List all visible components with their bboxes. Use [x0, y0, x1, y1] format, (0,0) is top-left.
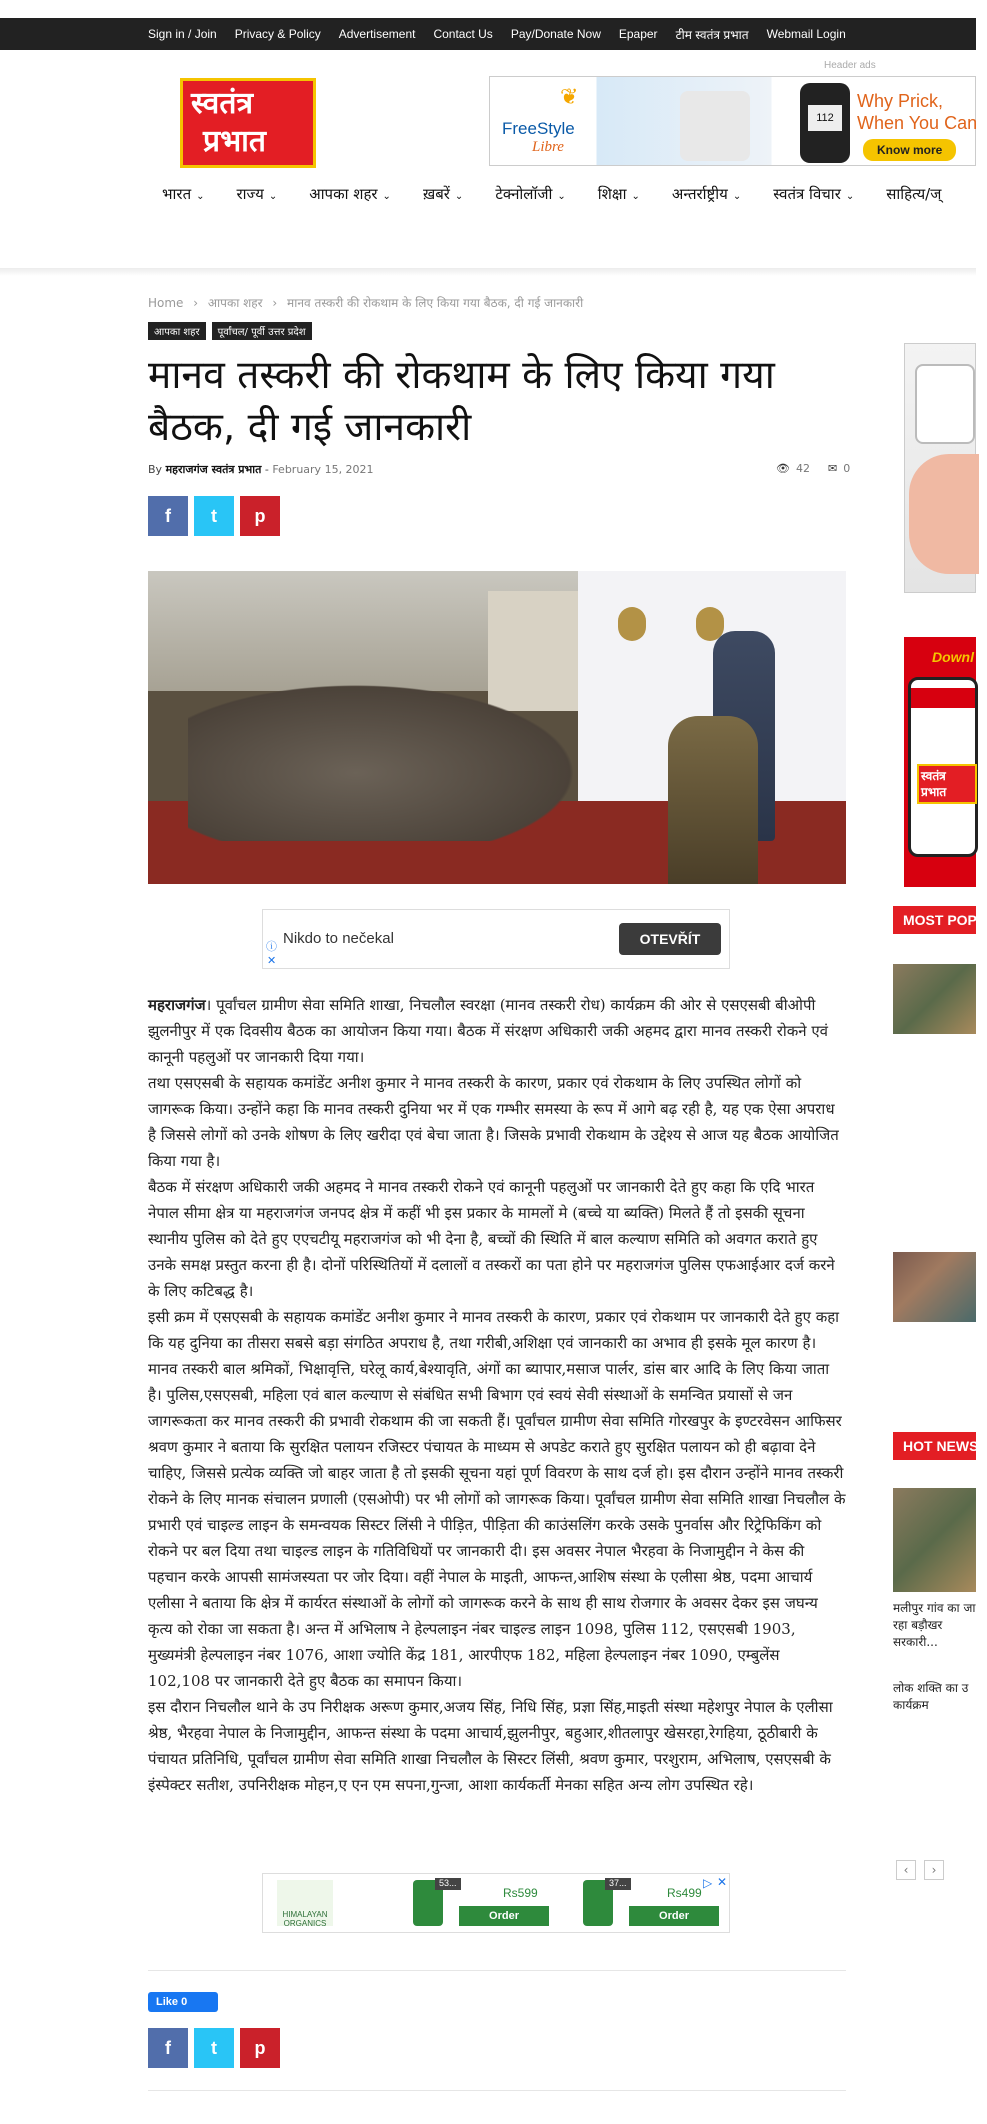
header-ads-label: Header ads — [824, 60, 876, 71]
nav-item-sahitya[interactable] — [886, 184, 941, 204]
breadcrumb-separator: › — [272, 296, 278, 310]
logo-line-1: स्वतंत्र — [191, 86, 254, 121]
breadcrumb-section[interactable]: आपका शहर — [207, 296, 263, 310]
nav-item-rajya[interactable] — [237, 184, 278, 204]
nav-label: टेक्नोलॉजी — [495, 185, 553, 203]
facebook-share-button[interactable]: f — [148, 2028, 188, 2068]
article-paragraph: इसी क्रम में एसएसबी के सहायक कमांडेंट अनीश कुमार ने मानव तस्करी के कारण, प्रकार एवं रोकथाम पर जानकारी देते हुए कहा कि यह दुनिया का तीसरा सबसे बड़ा संगठित अपराध है, तथा गरीबी,अशिक्षा एवं जानकारी का अभाव ही इसके मूल कारण है। मानव तस्करी बाल श्रमिकों, भिक्षावृत्ति, घरेलू कार्य,बेश्यावृति, अंगों का ब्यापार,मसाज पार्लर, डांस बार आदि के लिए किया जाता है। पुलिस,एसएसबी, महिला एवं बाल कल्याण से संबंधित सभी बिभाग एवं स्वयं सेवी संस्थाओं के समन्वित प्रयासों से जन जागरूकता कर मानव तस्करी की प्रभावी रोकथाम की जा सकती हैं। पूर्वांचल ग्रामीण सेवा समिति गोरखपुर के इण्टरवेसन आफिसर श्रवण कुमार ने बताया कि सुरक्षित पलायन रजिस्टर पंचायत के माध्यम से अपडेट कराते हुए सुरक्षित पलायन को ही बढ़ावा देने चाहिए, जिससे प्रत्येक व्यक्ति जो बाहर जाता है तो इसकी सूचना यहां पूर्ण विवरण के साथ दर्ज हो। इस दौरान उन्होंने मानव तस्करी रोकने के लिए मानक संचालन प्रणाली (एसओपी) पर भी लोगों को जागरूक किया। पूर्वांचल ग्रामीण सेवा समिति शाखा निचलौल के प्रभारी एवं चाइल्ड लाइन के समन्वयक सिस्टर लिंसी ने पीड़ित, पीड़िता की काउंसलिंग करके उसके पुनर्वास और रिट्रेफिकिंग को रोकने पर बल दिया तथा चाइल्ड लाइन के गतिविधियों पर जानकारी दी। इस अवसर नेपाल भैरहवा के निजामुद्दीन ने केस की पहचान करके आपसी सामंजस्यता पर जोर दिया। वहीं नेपाल के माइती, आफन्त,आशिष संस्था के एलीसा श्रेष्ठ, पदमा आचार्य एलीसा ने बताया कि क्षेत्र में कार्यरत संस्थाओं के लोगों को जागरूक करने के साथ ही साथ रोजगार के अवसर देकर इस जघन्य कृत्य को रोका जा सकता है। अन्त में अभिलाष ने हेल्पलाइन नंबर चाइल्ड लाइन 1098, पुलिस 112, एसएसबी 1903, मुख्यमंत्री हेल्पलाइन नंबर 1076, आशा ज्योति केंद्र 181, आरपीएफ 182, महिला हेल्पलाइन नंबर 1090, एम्बुलेंस 102,108 पर जानकारी देते हुए बैठक का समापन किया। — [148, 1308, 846, 1690]
ad-close-icon[interactable]: ✕ — [717, 1875, 728, 1889]
nav-label: राज्य — [236, 185, 264, 203]
nav-label: शिक्षा — [597, 185, 627, 203]
glucose-meter-image — [680, 91, 750, 161]
hot-news-caption[interactable]: मलीपुर गांव का जा रहा बड़ौखर सरकारी... — [893, 1601, 976, 1649]
category-tag-purvanchal[interactable]: पूर्वांचल/ पूर्वी उत्तर प्रदेश — [212, 322, 312, 340]
sidebar-app-download-ad[interactable] — [904, 637, 976, 887]
emblem-icon — [618, 607, 646, 641]
top-links — [148, 18, 864, 50]
nav-label: भारत — [162, 185, 192, 203]
ad-brand-logo: HIMALAYAN ORGANICS — [277, 1880, 333, 1926]
popular-thumbnail[interactable] — [893, 964, 976, 1034]
ad-close-icon[interactable]: ✕ — [267, 954, 277, 967]
most-popular-heading: MOST POPU — [893, 906, 976, 934]
product-badge: 37... — [605, 1878, 631, 1890]
phone-image — [915, 364, 975, 444]
nav-item-technology[interactable] — [495, 184, 565, 204]
article-photo — [148, 571, 846, 884]
article-meta — [148, 462, 374, 477]
order-button[interactable]: Order — [459, 1906, 549, 1926]
chevron-down-icon: ⌄ — [454, 191, 464, 202]
nav-item-khabren[interactable] — [423, 184, 463, 204]
hot-news-caption[interactable]: लोक शक्ति का उ कार्यक्रम — [893, 1681, 969, 1712]
author-link[interactable]: महराजगंज स्वतंत्र प्रभात — [165, 463, 262, 476]
article-title: मानव तस्करी की रोकथाम के लिए किया गया बैठक, दी गई जानकारी — [148, 353, 775, 450]
top-bar — [0, 18, 976, 50]
topbar-link-signin[interactable]: Sign in / Join — [148, 27, 217, 41]
photo-audience — [188, 671, 608, 841]
breadcrumb-separator: › — [193, 296, 199, 310]
content-divider — [148, 1970, 846, 1971]
banner-headline-1: Why Prick, — [857, 91, 944, 111]
chevron-down-icon: ⌄ — [268, 191, 278, 202]
topbar-link-contact[interactable]: Contact Us — [433, 27, 493, 41]
topbar-link-epaper[interactable]: Epaper — [618, 27, 658, 41]
ad-message: Nikdo to nečekal — [283, 930, 394, 947]
chevron-down-icon: ⌄ — [382, 191, 391, 202]
next-page-button[interactable]: › — [924, 1860, 944, 1880]
breadcrumb-home[interactable]: Home — [148, 296, 184, 310]
banner-cta-button[interactable]: Know more — [863, 139, 956, 161]
breadcrumb-current: मानव तस्करी की रोकथाम के लिए किया गया बैठक, दी गई जानकारी — [287, 296, 584, 310]
site-logo[interactable] — [180, 78, 316, 168]
app-logo — [917, 764, 977, 804]
app-logo-line-1: स्वतंत्र — [921, 769, 946, 783]
nav-label: ख़बरें — [422, 185, 450, 203]
prev-page-button[interactable]: ‹ — [896, 1860, 916, 1880]
chevron-down-icon: ⌄ — [845, 191, 855, 202]
meta-separator: - — [264, 463, 273, 476]
header-banner-ad[interactable] — [489, 76, 976, 166]
app-logo-line-2: प्रभात — [921, 785, 947, 799]
topbar-link-donate[interactable]: Pay/Donate Now — [510, 27, 601, 41]
nav-item-swatantra-vichar[interactable] — [773, 184, 854, 204]
butterfly-icon: ❦ — [560, 85, 579, 110]
dateline: महराजगंज — [148, 996, 206, 1014]
chevron-down-icon: ⌄ — [557, 191, 566, 202]
article-body — [148, 992, 846, 1798]
view-count: 42 — [795, 462, 810, 475]
comment-count[interactable]: 0 — [843, 462, 851, 475]
article-paragraph: बैठक में संरक्षण अधिकारी जकी अहमद ने मानव तस्करी रोकने एवं कानूनी पहलुओं पर जानकारी देते हुए कहा कि एदि भारत नेपाल सीमा क्षेत्र या महराजगंज जनपद क्षेत्र में कहीं भी इस प्रकार के मामलों मे (बच्चे या ब्यक्ति) मिलते हैं तो इसकी सूचना स्थानीय पुलिस को देते हुए एएचटीयू महराजगंज को भी देना है, बच्चों की स्थिति में बाल कल्याण समिति को अवगत कराते हुए उनके समक्ष प्रस्तुत करना ही है। दोनों परिस्थितियों में दलालों व तस्करों का पता होने पर महराजगंज पुलिस एफआईआर दर्ज करने के लिए कटिबद्ध है। — [148, 1178, 835, 1300]
chevron-down-icon: ⌄ — [732, 191, 742, 202]
byline-prefix: By — [148, 463, 163, 476]
app-phone-image — [908, 677, 978, 857]
topbar-link-privacy[interactable]: Privacy & Policy — [234, 27, 321, 41]
nav-item-bharat[interactable] — [162, 184, 205, 204]
hot-news-thumbnail[interactable] — [893, 1488, 976, 1592]
product-badge: 53... — [435, 1878, 461, 1890]
nav-divider — [0, 268, 976, 276]
banner-headline-2: When You Can — [857, 113, 978, 133]
download-label: Downl — [932, 649, 974, 665]
inline-ad[interactable] — [262, 909, 730, 969]
nav-label: आपका शहर — [309, 185, 378, 203]
banner-brand-sub: Libre — [532, 139, 564, 155]
main-nav — [0, 184, 976, 212]
paragraph-text: । पूर्वांचल ग्रामीण सेवा समिति शाखा, निचलौल स्वरक्षा (मानव तस्करी रोध) कार्यक्रम की ओर से एसएसबी बीओपी झुलनीपुर में एक दिवसीय बैठक का आयोजन किया गया। बैठक में संरक्षण अधिकारी जकी अहमद द्वारा मानव तस्करी रोकने एवं कानूनी पहलुओं पर जानकारी दिया गया। — [148, 996, 828, 1066]
article-paragraph: तथा एसएसबी के सहायक कमांडेंट अनीश कुमार ने मानव तस्करी के कारण, प्रकार एवं रोकथाम के लिए उपस्थित लोगों को जागरूक किया। उन्होंने कहा कि मानव तस्करी दुनिया भर में एक गम्भीर समस्या के रूप में आगे बढ़ रही है, यह एक ऐसा अपराध है जिससे लोगों को उनके शोषण के लिए खरीदा एवं बेचा जाता है। जिसके प्रभावी रोकथाम के उद्देश्य से आज यह बैठक आयोजित किया गया है। — [148, 1074, 839, 1170]
share-buttons-bottom — [148, 2028, 286, 2068]
product-price: Rs499 — [667, 1886, 702, 1900]
product-ad[interactable] — [262, 1873, 730, 1933]
topbar-link-webmail[interactable]: Webmail Login — [766, 27, 846, 41]
nav-item-antarrashtriya[interactable] — [672, 184, 741, 204]
pinterest-share-button[interactable]: p — [240, 2028, 280, 2068]
comment-icon[interactable]: ✉ — [827, 462, 838, 475]
device-reading: 112 — [808, 105, 842, 131]
breadcrumb — [148, 294, 589, 311]
ad-info-icon[interactable]: ⓘ — [266, 940, 277, 953]
facebook-share-button[interactable]: f — [148, 496, 188, 536]
article-paragraph — [148, 992, 846, 1070]
chevron-down-icon: ⌄ — [196, 191, 205, 202]
reader-device-image — [800, 83, 850, 163]
article-paragraph: इस दौरान निचलौल थाने के उप निरीक्षक अरूण कुमार,अजय सिंह, निधि सिंह, प्रज्ञा सिंह,माइती संस्था महेशपुर नेपाल के एलीसा श्रेष्ठ, भैरहवा नेपाल के निजामुद्दीन, आफन्त संस्था के पदमा आचार्य,झुलनीपुर, बहुआर,शीतलापुर खेसरहा,रेगहिया, ठूठीबारी के पंचायत प्रतिनिधि, पूर्वांचल ग्रामीण सेवा समिति शाखा निचलौल के सिस्टर लिंसी, श्रवण कुमार, परशुराम, अभिलाष, एसएसबी के इंस्पेक्टर सतीश, उपनिरीक्षक मोहन,ए एन एम सपना,गुन्जा, आशा कार्यकर्ती मेनका सहित अन्य लोग उपस्थित रहे। — [148, 1698, 833, 1794]
order-button[interactable]: Order — [629, 1906, 719, 1926]
share-buttons-top — [148, 496, 286, 536]
twitter-share-button[interactable]: t — [194, 496, 234, 536]
twitter-share-button[interactable]: t — [194, 2028, 234, 2068]
category-tags — [148, 322, 318, 340]
hand-image — [909, 454, 979, 574]
app-header-bar — [911, 688, 975, 708]
logo-line-2: प्रभात — [203, 124, 267, 159]
content-divider — [148, 2090, 846, 2091]
banner-brand: FreeStyle — [502, 119, 575, 138]
category-tag-city[interactable]: आपका शहर — [148, 322, 206, 340]
topbar-link-team[interactable]: टीम स्वतंत्र प्रभात — [675, 27, 749, 42]
article-stats — [770, 462, 850, 475]
sidebar-ad-freestyle[interactable] — [904, 343, 976, 593]
publish-date: February 15, 2021 — [272, 463, 374, 476]
topbar-link-advertisement[interactable]: Advertisement — [338, 27, 416, 41]
hot-news-heading: HOT NEWS — [893, 1432, 976, 1460]
pinterest-share-button[interactable]: p — [240, 496, 280, 536]
product-price: Rs599 — [503, 1886, 538, 1900]
ad-open-button[interactable]: OTEVŘÍT — [619, 923, 721, 955]
facebook-like-button[interactable]: Like 0 — [148, 1992, 218, 2012]
nav-label: अन्तर्राष्ट्रीय — [671, 185, 728, 203]
photo-officer — [668, 716, 758, 884]
eye-icon: 👁 — [776, 462, 790, 475]
nav-label: साहित्य/ज् — [886, 185, 942, 203]
nav-item-shiksha[interactable] — [598, 184, 640, 204]
popular-thumbnail[interactable] — [893, 1252, 976, 1322]
nav-item-aapka-shahar[interactable] — [309, 184, 391, 204]
adchoices-icon[interactable]: ▷ — [703, 1876, 713, 1890]
chevron-down-icon: ⌄ — [631, 191, 640, 202]
nav-label: स्वतंत्र विचार — [773, 185, 841, 203]
